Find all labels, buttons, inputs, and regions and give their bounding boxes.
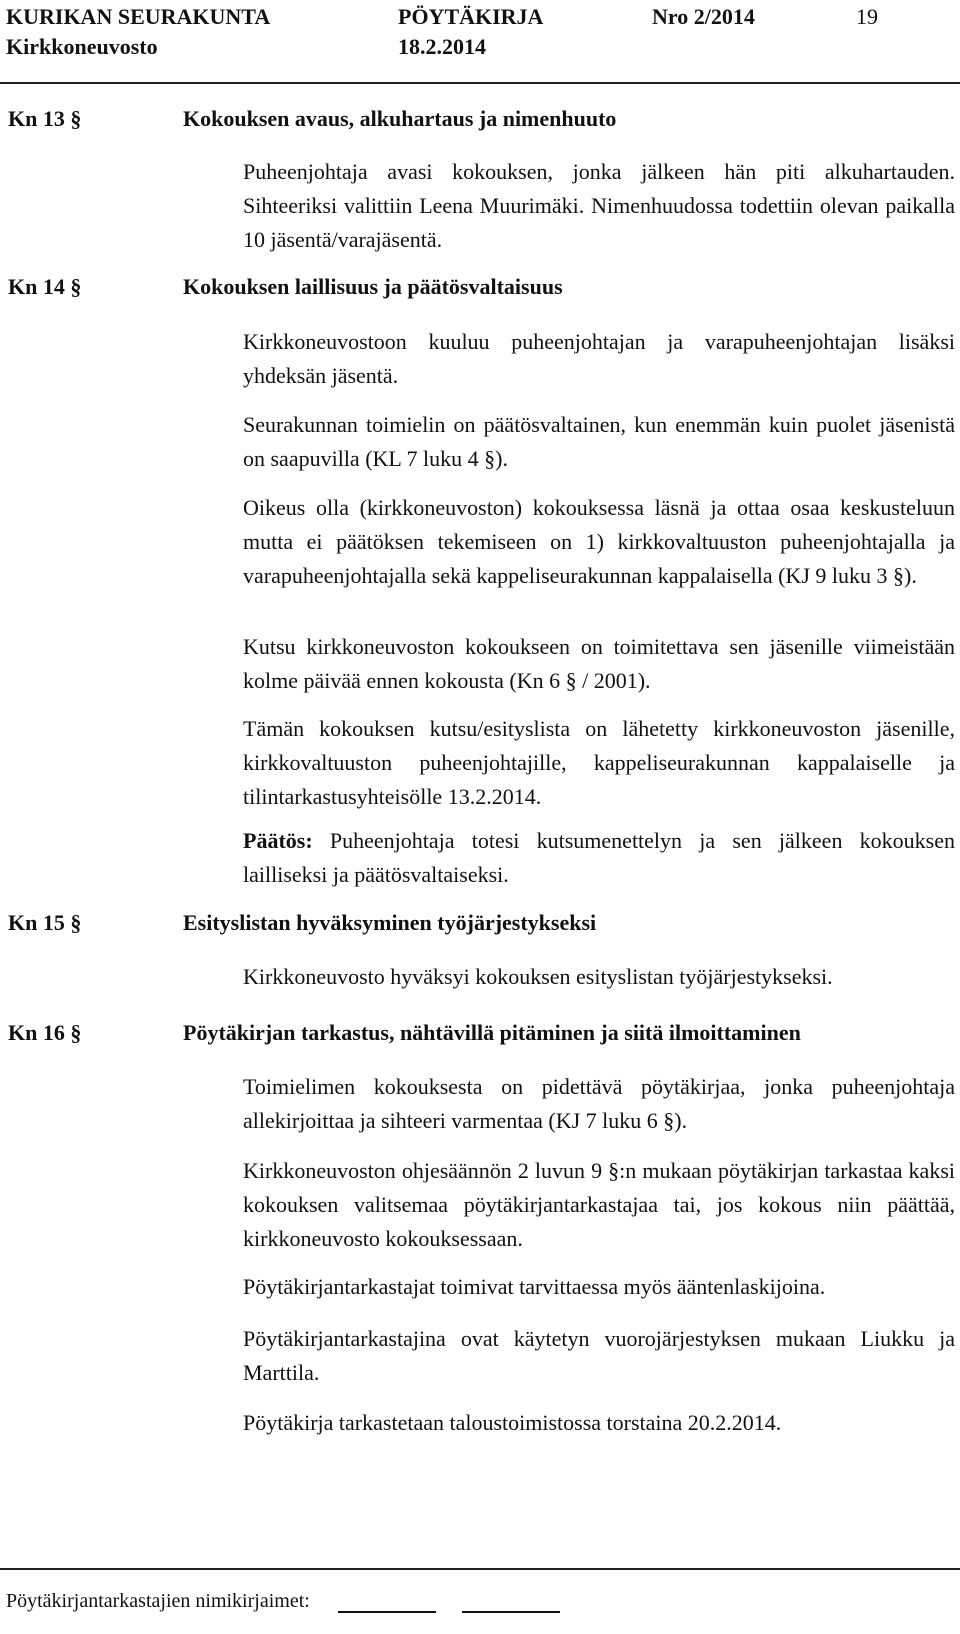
org-name: KURIKAN SEURAKUNTA xyxy=(6,4,271,29)
meeting-date: 18.2.2014 xyxy=(398,34,486,59)
document-number: Nro 2/2014 xyxy=(652,4,755,29)
paragraph: Kirkkoneuvosto hyväksyi kokouksen esityslistan työjärjestykseksi. xyxy=(243,964,833,989)
section-label: Kn 15 § xyxy=(8,910,82,935)
section-title: Pöytäkirjan tarkastus, nähtävillä pitäminen ja siitä ilmoittaminen xyxy=(183,1020,801,1045)
initials-line-2 xyxy=(462,1611,560,1613)
body-name: Kirkkoneuvosto xyxy=(6,34,158,59)
paragraph: Kirkkoneuvostoon kuuluu puheenjohtajan ja varapuheenjohtajan lisäksi yhdeksän jäsentä. xyxy=(243,329,955,388)
section-label: Kn 14 § xyxy=(8,274,82,299)
paragraph: Puheenjohtaja avasi kokouksen, jonka jälkeen hän piti alkuhartauden. Sihteeriksi valittiin Leena Muurimäki. Nimenhuudossa todettiin olevan paikalla 10 jäsentä/varajäsentä. xyxy=(243,159,955,252)
paragraph: Oikeus olla (kirkkoneuvoston) kokouksessa läsnä ja ottaa osaa keskusteluun mutta ei päätöksen tekemiseen on 1) kirkkovaltuuston puheenjohtajalla ja varapuheenjohtajalla sekä kappeliseurakunnan kappalaisella (KJ 9 luku 3 §). xyxy=(243,495,955,588)
decision-label: Päätös: xyxy=(243,828,313,853)
section-label: Kn 16 § xyxy=(8,1020,82,1045)
paragraph: Pöytäkirja tarkastetaan taloustoimistossa torstaina 20.2.2014. xyxy=(243,1410,782,1435)
paragraph: Seurakunnan toimielin on päätösvaltainen, kun enemmän kuin puolet jäsenistä on saapuvilla (KL 7 luku 4 §). xyxy=(243,412,955,471)
paragraph: Kirkkoneuvoston ohjesäännön 2 luvun 9 §:n mukaan pöytäkirjan tarkastaa kaksi kokouksen valitsemaa pöytäkirjantarkastajaa tai, jos kokous niin päättää, kirkkoneuvosto kokouksessaan. xyxy=(243,1158,955,1251)
paragraph: Pöytäkirjantarkastajina ovat käytetyn vuorojärjestyksen mukaan Liukku ja Marttila. xyxy=(243,1326,955,1385)
header-divider xyxy=(0,82,960,84)
paragraph: Toimielimen kokouksesta on pidettävä pöytäkirjaa, jonka puheenjohtaja allekirjoittaa ja sihteeri varmentaa (KJ 7 luku 6 §). xyxy=(243,1074,955,1133)
section-label: Kn 13 § xyxy=(8,106,82,131)
footer-divider xyxy=(0,1568,960,1570)
section-title: Kokouksen laillisuus ja päätösvaltaisuus xyxy=(183,274,563,299)
paragraph: Pöytäkirjantarkastajat toimivat tarvittaessa myös ääntenlaskijoina. xyxy=(243,1274,826,1299)
document-type: PÖYTÄKIRJA xyxy=(398,4,544,29)
page-number: 19 xyxy=(856,4,878,29)
paragraph: Kutsu kirkkoneuvoston kokoukseen on toimitettava sen jäsenille viimeistään kolme päivää ennen kokousta (Kn 6 § / 2001). xyxy=(243,634,955,693)
paragraph: Tämän kokouksen kutsu/esityslista on lähetetty kirkkoneuvoston jäsenille, kirkkovaltuuston puheenjohtajille, kappeliseurakunnan kappalaiselle ja tilintarkastusyhteisölle 13.2.2014. xyxy=(243,716,955,809)
decision-text: Puheenjohtaja totesi kutsumenettelyn ja sen jälkeen kokouksen lailliseksi ja päätösvaltaiseksi. xyxy=(243,828,955,887)
section-title: Esityslistan hyväksyminen työjärjestykseksi xyxy=(183,910,597,935)
section-title: Kokouksen avaus, alkuhartaus ja nimenhuuto xyxy=(183,106,617,131)
decision-paragraph xyxy=(243,824,955,892)
initials-line-1 xyxy=(338,1611,436,1613)
footer-label: Pöytäkirjantarkastajien nimikirjaimet: xyxy=(6,1590,310,1612)
